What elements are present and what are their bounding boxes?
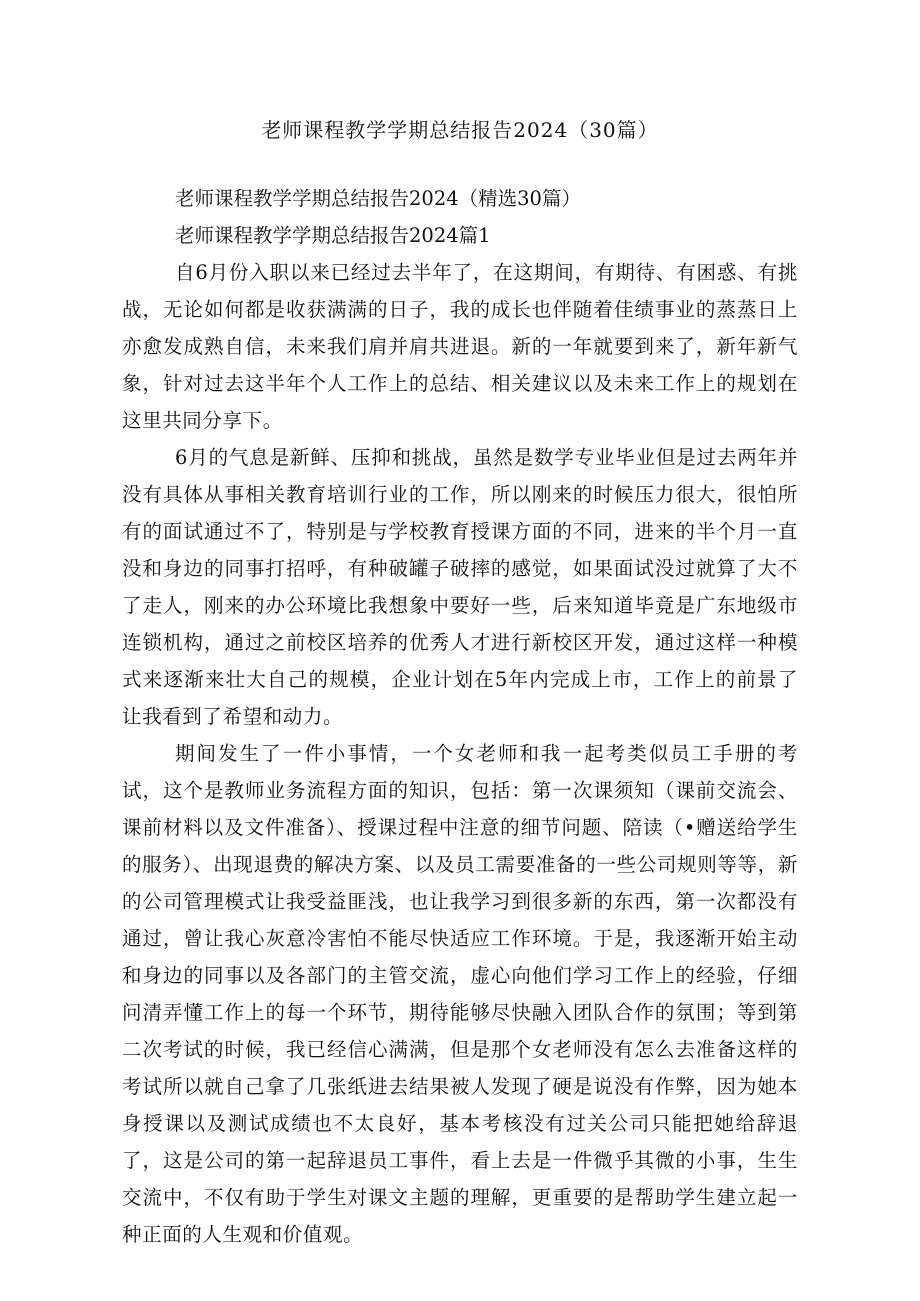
section-heading: 老师课程教学学期总结报告2024篇1 [175,224,491,247]
paragraph-2: 6月的气息是新鲜、压抑和挑战，虽然是数学专业毕业但是过去两年并没有具体从事相关教育培训行业的工作，所以刚来的时候压力很大，很怕所有的面试通过不了，特别是与学校教育授课方面的不同，进来的半个月一直没和身边的同事打招呼，有种破罐子破摔的感觉，如果面试没过就算了大不了走人，刚来的办公环境比我想象中要好一些，后来知道毕竟是广东地级市连锁机构，通过之前校区培养的优秀人才进行新校区开发，通过这样一种模式来逐渐来壮大自己的规模，企业计划在5年内完成上市，工作上的前景了让我看到了希望和动力。 [122,446,798,728]
document-title: 老师课程教学学期总结报告2024（30篇） [261,118,659,142]
paragraph-3: 期间发生了一件小事情，一个女老师和我一起考类似员工手册的考试，这个是教师业务流程方面的知识，包括：第一次课须知（课前交流会、课前材料以及文件准备）、授课过程中注意的细节问题、陪读（•赠送给学生的服务）、出现退费的解决方案、以及员工需要准备的一些公司规则等等，新的公司管理模式让我受益匪浅，也让我学习到很多新的东西，第一次都没有通过，曾让我心灰意冷害怕不能尽快适应工作环境。于是，我逐渐开始主动和身边的同事以及各部门的主管交流，虚心向他们学习工作上的经验，仔细问清弄懂工作上的每一个环节，期待能够尽快融入团队合作的氛围；等到第二次考试的时候，我已经信心满满，但是那个女老师没有怎么去准备这样的考试所以就自己拿了几张纸进去结果被人发现了硬是说没有作弊，因为她本身授课以及测试成绩也不太良好，基本考核没有过关公司只能把她给辞退了，这是公司的第一起辞退员工事件，看上去是一件微乎其微的小事，生生交流中，不仅有助于学生对课文主题的理解，更重要的是帮助学生建立起一种正面的人生观和价值观。 [122,742,798,1246]
paragraph-1: 自6月份入职以来已经过去半年了，在这期间，有期待、有困惑、有挑战，无论如何都是收获满满的日子，我的成长也伴随着佳绩事业的蒸蒸日上亦愈发成熟自信，未来我们肩并肩共进退。新的一年就要到来了，新年新气象，针对过去这半年个人工作上的总结、相关建议以及未来工作上的规划在这里共同分享下。 [122,261,798,432]
document-subtitle: 老师课程教学学期总结报告2024（精选30篇） [175,187,581,210]
document-body [122,180,798,1253]
